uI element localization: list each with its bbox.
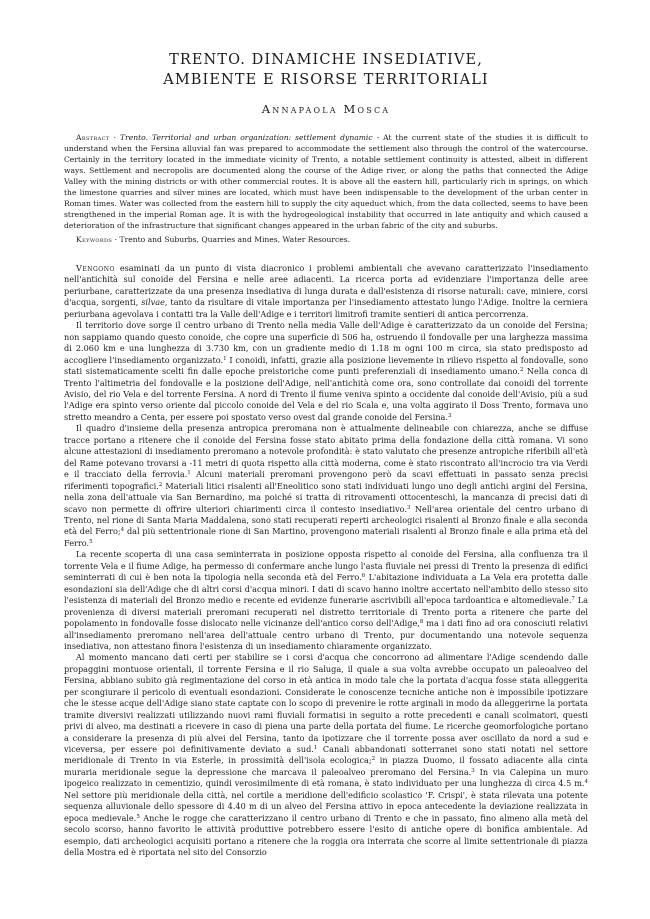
footnote-ref[interactable]: 2 xyxy=(519,367,524,374)
article-body xyxy=(64,263,588,859)
footnote-ref[interactable]: 8 xyxy=(419,619,424,626)
abstract-text: - At the current state of the studies it is difficult to understand when the Fersina alluvial fan was prepared to accommodate the settlement also through the control of the watercourse. Certainly in the territory located in the immediate vicinity of Trento, a notable settlement continuity is attested, albeit in different ways. Settlement and necropolis are documented along the course of the Adige river, or along the paths that connected the Adige Valley with the mining districts or with other commercial routes. It is above all the eastern hill, particularly rich in springs, on which the limestone quarries and silver mines are located, which must have been indispensable to the development of the urban center in Roman times. Water was collected from the eastern hill to supply the city aqueduct which, from the data collected, seems to have been strengthened in the imperial Roman age. It is with the hydrogeological instability that occurred in late antiquity and which caused a deterioration of the infrastructure that significant changes appeared in the urban fabric of the city and suburbs. xyxy=(64,133,588,230)
author-name: Annapaola Mosca xyxy=(261,102,391,116)
footnote-ref[interactable]: 1 xyxy=(223,355,227,362)
title-line-1: TRENTO. DINAMICHE INSEDIATIVE, xyxy=(169,52,483,68)
footnote-ref[interactable]: 5 xyxy=(89,538,93,545)
body-paragraph-2: Il territorio dove sorge il centro urbano di Trento nella media Valle dell'Adige è caratterizzato da un conoide del Fersina; non sappiamo quando questo conoide, che copre una superficie di 506 ha, ostruendo il fondovalle per una larghezza massima di 2.060 km e una lunghezza di 3.730 km, con un gradiente medio di 1.18 m ogni 100 m circa, sia stato predisposto ad accogliere l'insediamento organizzato.$^1$ I conoidi, infatti, grazie alla posizione lievemente in rilievo rispetto al fondovalle, sono stati sistematicamente scelti fin dalle epoche preistoriche come punti preferenziali di insediamento umano.$^2$ Nella conca di Trento l'altimetria del fondovalle e la posizione dell'Adige, nell'antichità come ora, sono controllate dai conoidi del torrente Avisio, del rio Vela e del torrente Fersina. A nord di Trento il fiume veniva spinto a occidente dal conoide dell'Avisio, più a sud l'Adige era spinto verso oriente dal piccolo conoide del Vela e del rio Scala e, una volta aggirato il Doss Trento, formava uno stretto meandro a Centa, per essere poi spostato verso ovest dal grande conoide del Fersina.$^3$ xyxy=(64,320,588,422)
keywords-label: Keywords xyxy=(76,235,113,244)
abstract: Abstract · Trento. Territorial and urban organization: settlement dynamic - At the current state of the studies it is difficult to understand when the Fersina alluvial fan was prepared to accommodate the settlement also through the control of the watercourse. Certainly in the territory located in the immediate vicinity of Trento, a notable settlement continuity is attested, albeit in different ways. Settlement and necropolis are documented along the course of the Adige river, or along the paths that connected the Adige Valley with the mining districts or with other commercial routes. It is above all the eastern hill, particularly rich in springs, on which the limestone quarries and silver mines are located, which must have been indispensable to the development of the urban center in Roman times. Water was collected from the eastern hill to supply the city aqueduct which, from the data collected, seems to have been strengthened in the imperial Roman age. It is with the hydrogeological instability that occurred in late antiquity and which caused a deterioration of the infrastructure that significant changes appeared in the urban fabric of the city and suburbs. xyxy=(64,133,588,230)
footnote-ref[interactable]: 5 xyxy=(136,813,140,820)
footnote-ref[interactable]: 2 xyxy=(158,481,163,488)
footnote-ref[interactable]: 4 xyxy=(120,527,125,534)
footnote-ref[interactable]: 3 xyxy=(471,767,475,774)
footnote-ref[interactable]: 2 xyxy=(371,756,376,763)
article-title xyxy=(64,50,588,90)
footnote-ref[interactable]: 3 xyxy=(447,412,452,419)
title-line-2: AMBIENTE E RISORSE TERRITORIALI xyxy=(163,72,489,88)
body-paragraph-3: Il quadro d'insieme della presenza antropica preromana non è attualmente delineabile con chiarezza, anche se diffuse tracce portano a ritenere che il conoide del Fersina fosse stato abitato prima della fondazione della città romana. Vi sono alcune attestazioni di insediamento preromano a notevole profondità: è stato valutato che presenze antropiche riferibili all'età del Rame potevano trovarsi a -11 metri di quota rispetto alla città moderna, come è stato riscontrato all'incrocio tra via Verdi e il tracciato della ferrovia.$^1$ Alcuni materiali preromani provengono però da scavi effettuati in passato senza precisi riferimenti topografici.$^2$ Materiali litici risalenti all'Eneolitico sono stati individuati lungo uno degli antichi argini del Fersina, nella zona dell'attuale via San Bernardino, ma poiché si tratta di ritrovamenti ottocenteschi, la mancanza di precisi dati di scavo non permette di offrire ulteriori chiarimenti circa il contesto insediativo.$^3$ Nell'area orientale del centro urbano di Trento, nel rione di Santa Maria Maddalena, sono stati recuperati reperti archeologici risalenti al Bronzo finale e alla seconda età del Ferro;$^4$ dal più settentrionale rione di San Martino, provengono materiali risalenti al Bronzo finale e alla prima età del Ferro.$^5$ xyxy=(64,423,588,548)
abstract-topic: Trento. Territorial and urban organization: settlement dynamic xyxy=(120,133,373,142)
body-paragraph-1: Vengono esaminati da un punto di vista diacronico i problemi ambientali che avevano caratterizzato l'insediamento nell'antichità sul conoide del Fersina e nelle aree adiacenti. La ricerca porta ad evidenziare l'importanza delle aree periurbane, caratterizzate da una presenza insediativa di lunga durata e dall'esistenza di risorse naturali: cave, miniere, corsi d'acqua, sorgenti, silvae, tanto da risultare di vitale importanza per l'insediamento attestato lungo l'Adige. Inoltre la cerniera periurbana agevolava i contatti tra la Valle dell'Adige e i territori limitrofi tramite sentieri di antica percorrenza. xyxy=(64,263,588,319)
abstract-label: Abstract xyxy=(76,133,110,142)
footnote-ref[interactable]: 1 xyxy=(187,470,191,477)
keywords: Keywords · Trento and Suburbs, Quarries and Mines, Water Resources. xyxy=(76,235,351,244)
footnote-ref[interactable]: 6 xyxy=(361,573,366,580)
footnote-ref[interactable]: 7 xyxy=(571,596,575,603)
footnote-ref[interactable]: 3 xyxy=(407,504,411,511)
footnote-ref[interactable]: 4 xyxy=(584,779,588,786)
keywords-text: Trento and Suburbs, Quarries and Mines, Water Resources. xyxy=(119,235,351,244)
body-paragraph-5: Al momento mancano dati certi per stabilire se i corsi d'acqua che concorrono ad alimentare l'Adige scendendo dalle propaggini montuose orientali, il torrente Fersina e il rio Saluga, il quale a sua volta avrebbe occupato un paleoalveo del Fersina, abbiano subito già regimentazione del corso in età antica in modo tale che la portata d'acqua fosse stata alleggerita per scongiurare il pericolo di eventuali esondazioni. Considerate le conoscenze tecniche antiche non è impossibile ipotizzare che le stesse acque dell'Adige siano state captate con lo scopo di prevenire le rotte arginali in modo da alleggerirne la portata tramite diversivi realizzati utilizzando nuovi rami fluviali formatisi in seguito a rotte precedenti e canali scolmatori, questi privi di alveo, ma destinati a ricevere in caso di piena una parte della portata del fiume. Le ricerche geomorfologiche portano a considerare la presenza di più alvei del Fersina, tanto da ipotizzare che il torrente possa aver oscillato da nord a sud e viceversa, per essere poi definitivamente deviato a sud.$^1$ Canali abbandonati sotterranei sono stati notati nel settore meridionale di Trento in via Esterle, in prossimità dell'isola ecologica;$^2$ in piazza Duomo, il fossato adiacente alla cinta muraria meridionale segue la depressione che marcava il paleoalveo preromano del Fersina.$^3$ In via Calepina un muro ipogeico realizzato in cementizio, quindi verosimilmente di età romana, è stato individuato per una lunghezza di circa 4.5 m.$^4$ Nel settore più meridionale della città, nel cortile a meridione dell'edificio scolastico 'F. Crispi', è stata rilevata una potente sequenza alluvionale dello spessore di 4.40 m di un alveo del Fersina attivo in epoca antecedente la deviazione realizzata in epoca medievale.$^5$ Anche le rogge che caratterizzano il centro urbano di Trento e che in passato, fino almeno alla metà del secolo scorso, hanno favorito le attività produttive potrebbero essere l'esito di antiche opere di bonifica ambientale. Ad esempio, dati archeologici acquisiti portano a ritenere che la roggia ora interrata che scorre al limite settentrionale di piazza della Mostra ed è riportata nel sito del Consorzio xyxy=(64,652,588,858)
body-paragraph-4: La recente scoperta di una casa seminterrata in posizione opposta rispetto al conoide del Fersina, alla confluenza tra il torrente Vela e il fiume Adige, ha permesso di confermare anche lungo l'asta fluviale nei pressi di Trento la presenza di edifici seminterrati di cui è ben nota la tipologia nella seconda età del Ferro.$^6$ L'abitazione individuata a La Vela era protetta dalle esondazioni sia dell'Adige che di altri corsi d'acqua minori. I dati di scavo hanno inoltre accertato nell'ambito dello stesso sito l'esistenza di materiali del Bronzo medio e recente ed evidenze funerarie ascrivibili all'epoca tardoantica e altomedievale.$^7$ La provenienza di diversi materiali preromani recuperati nel distretto territoriale di Trento porta a ritenere che parte del popolamento in fondovalle fosse dislocato nelle vicinanze dell'antico corso dell'Adige,$^8$ ma i dati fino ad ora conosciuti relativi all'insediamento preromano nell'area dell'attuale centro urbano di Trento, pur documentando una notevole sequenza insediativa, non attestano finora l'esistenza di un insediamento chiaramente organizzato. xyxy=(64,549,588,651)
footnote-ref[interactable]: 1 xyxy=(313,745,318,752)
